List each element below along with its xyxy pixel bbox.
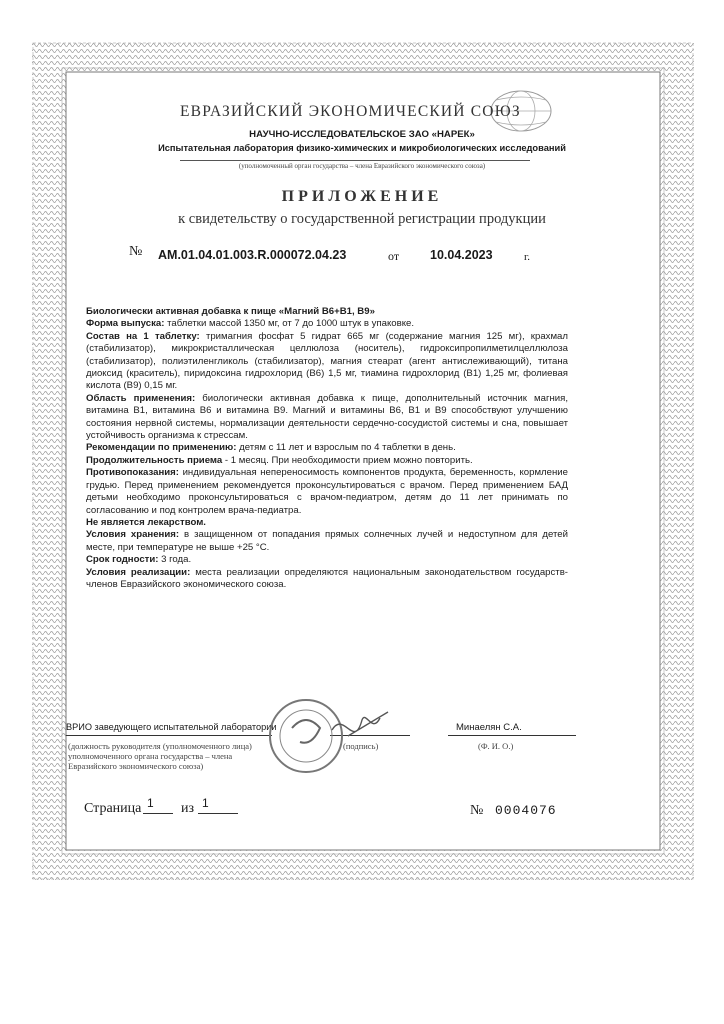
signer-name: Минаелян С.А. bbox=[456, 722, 522, 733]
serial-sign: № bbox=[470, 803, 484, 818]
page-number-rule bbox=[143, 813, 173, 814]
document-subheading: к свидетельству о государственной регистрации продукции bbox=[178, 211, 546, 227]
union-name: ЕВРАЗИЙСКИЙ ЭКОНОМИЧЕСКИЙ СОЮЗ bbox=[180, 103, 521, 120]
page-label: Страница bbox=[84, 801, 142, 816]
signature-caption: (подпись) bbox=[343, 741, 379, 751]
product-description bbox=[86, 306, 568, 591]
page-number: 1 bbox=[147, 796, 154, 810]
contra-section: Противопоказания: индивидуальная непереносимость компонентов продукта, беременность, кормление грудью. Перед применением рекомендуется проконсультироваться с врачом. Перед применением БАД детьми необходимо проконсультироваться с врачом-педиатром, детям до 11 лет принимать по согласованию и под контролем врача-педиатра. bbox=[86, 467, 568, 516]
name-caption: (Ф. И. О.) bbox=[478, 741, 514, 751]
duration-section: Продолжительность приема - 1 месяц. При необходимости прием можно повторить. bbox=[86, 454, 473, 466]
storage-section: Условия хранения: в защищенном от попадания прямых солнечных лучей и недоступном для детей месте, при температуре не выше +25 °C. bbox=[86, 529, 569, 553]
not-drug-note: Не является лекарством. bbox=[86, 516, 206, 528]
certificate-date: 10.04.2023 bbox=[430, 248, 493, 262]
position-rule bbox=[66, 735, 272, 736]
page-total-rule bbox=[198, 813, 238, 814]
organization-caption: (уполномоченный орган государства – члена Евразийского экономического союза) bbox=[238, 162, 486, 170]
shelf-life-section: Срок годности: 3 года. bbox=[86, 554, 192, 566]
name-rule bbox=[448, 735, 576, 736]
composition-section: Состав на 1 таблетку: тримагния фосфат 5 гидрат 665 мг (содержание магния 125 мг), крахмал (стабилизатор), микрокристаллическая целлюлоза (носитель), гидроксипропилметилцеллюлоза (стабилизатор), полиэтиленгликоль (стабилизатор), магния стеарат (агент антислеживающий), титана диоксид (краситель), пиридоксина гидрохлорид (B6) 1,5 мг, тиамина гидрохлорид (B1) 1,25 мг, фолиевая кислота (B9) 0,15 мг. bbox=[86, 330, 568, 392]
organization-name: НАУЧНО-ИССЛЕДОВАТЕЛЬСКОЕ ЗАО «НАРЕК» bbox=[249, 129, 475, 140]
recommend-section: Рекомендации по применению: детям с 11 лет и взрослым по 4 таблетки в день. bbox=[86, 442, 456, 454]
form-section: Форма выпуска: таблетки массой 1350 мг, от 7 до 1000 штук в упаковке. bbox=[86, 318, 415, 330]
area-section: Область применения: биологически активная добавка к пище, дополнительный источник магния, витамина B1, витамина B6 и витамина B9. Магний и витамины B6, B1 и B9 способствуют улучшению состояния нервной системы, нормализации деятельности сердечно-сосудистой системы и сна, повышает устойчивость организма к стрессам. bbox=[86, 392, 569, 442]
position-caption: (должность руководителя (уполномоченного лица) уполномоченного органа государства – члена Евразийского экономического союза) bbox=[68, 741, 252, 771]
laboratory-name: Испытательная лаборатория физико-химических и микробиологических исследований bbox=[158, 143, 566, 153]
sale-section: Условия реализации: места реализации определяются национальным законодательством государств-членов Евразийского экономического союза. bbox=[86, 566, 568, 590]
serial-number: 0004076 bbox=[495, 803, 557, 818]
year-suffix: г. bbox=[524, 251, 531, 263]
divider bbox=[180, 160, 530, 161]
number-sign: № bbox=[129, 244, 143, 259]
signer-position: ВРИО заведующего испытательной лаборатории bbox=[66, 722, 277, 732]
page-total: 1 bbox=[202, 796, 209, 810]
product-name: Биологически активная добавка к пище «Магний B6+B1, B9» bbox=[86, 306, 375, 317]
certificate-number: AM.01.04.01.003.R.000072.04.23 bbox=[158, 248, 347, 262]
seal-stamp-icon bbox=[262, 690, 402, 780]
of-label: из bbox=[181, 801, 195, 816]
document-heading: ПРИЛОЖЕНИЕ bbox=[281, 188, 443, 205]
date-from-label: от bbox=[388, 249, 400, 263]
